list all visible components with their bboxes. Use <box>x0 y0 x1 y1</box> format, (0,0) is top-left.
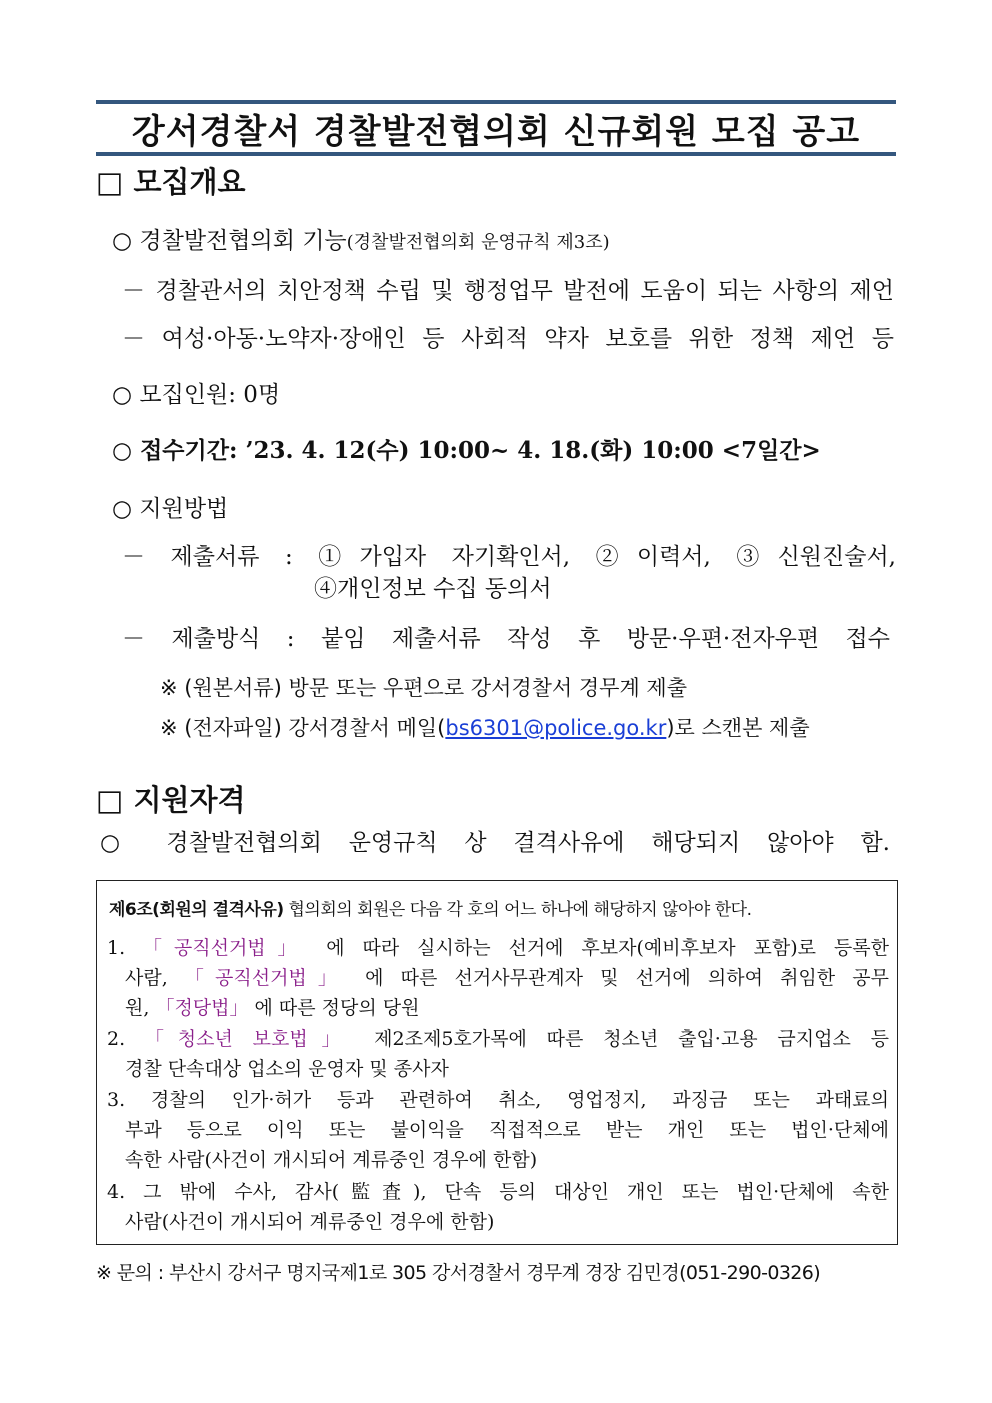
article-item-3-line-3: 속한 사람(사건이 개시되어 계류중인 경우에 한함) <box>125 1149 538 1171</box>
recruit-count: ○ 모집인원: 0명 <box>112 382 281 408</box>
title-banner <box>96 100 896 156</box>
article-item-2-line-1 <box>107 1024 889 1051</box>
law-name: 「정당법」 <box>155 997 249 1019</box>
function-item-2: － 여성·아동·노약자·장애인 등 사회적 약자 보호를 위한 정책 제언 등 <box>122 326 894 352</box>
application-method: ○ 지원방법 <box>112 496 229 522</box>
qualification-statement: ○ 경찰발전협의회 운영규칙 상 결격사유에 해당되지 않아야 함. <box>100 830 890 856</box>
section-heading-overview: □ 모집개요 <box>96 165 246 199</box>
function-bullet <box>112 222 610 255</box>
page-title: 강서경찰서 경찰발전협의회 신규회원 모집 공고 <box>131 111 861 152</box>
item-text: 에 따른 선거사무관계자 및 선거에 의하여 취임한 공무 <box>348 967 889 989</box>
article-item-2-line-2: 경찰 단속대상 업소의 운영자 및 종사자 <box>125 1058 449 1080</box>
article-item-1-line-1 <box>107 933 889 960</box>
function-reference: (경찰발전협의회 운영규칙 제3조) <box>346 232 610 253</box>
function-item-1: － 경찰관서의 치안정책 수립 및 행정업무 발전에 도움이 되는 사항의 제언 <box>122 278 894 304</box>
email-link[interactable]: bs6301@police.go.kr <box>445 716 667 740</box>
item-number: 2. <box>107 1028 145 1050</box>
article-item-1-line-2 <box>125 963 889 990</box>
item-text: 원, <box>125 997 156 1019</box>
submit-method: － 제출방식 : 붙임 제출서류 작성 후 방문·우편·전자우편 접수 <box>122 626 890 652</box>
note-electronic-prefix: ※ (전자파일) 강서경찰서 메일( <box>160 716 446 740</box>
documents-line-1: － 제출서류 : ①가입자 자기확인서, ②이력서, ③신원진술서, <box>122 544 896 570</box>
article-intro: 협의회의 회원은 다음 각 호의 어느 하나에 해당하지 않아야 한다. <box>283 900 752 920</box>
documents-line-2: ④개인정보 수집 동의서 <box>314 576 552 602</box>
note-original-documents: ※ (원본서류) 방문 또는 우편으로 강서경찰서 경무계 제출 <box>160 676 687 700</box>
function-bullet-text: ○ 경찰발전협의회 기능 <box>112 228 347 254</box>
article-item-3-line-2: 부과 등으로 이익 또는 불이익을 직접적으로 받는 개인 또는 법인·단체에 <box>125 1119 889 1141</box>
item-text: 에 따른 정당의 당원 <box>248 997 420 1019</box>
note-electronic-suffix: )로 스캔본 제출 <box>666 716 810 740</box>
law-name: 「공직선거법」 <box>184 967 349 989</box>
article-item-3-line-1: 3. 경찰의 인가·허가 등과 관련하여 취소, 영업정지, 과징금 또는 과태료의 <box>107 1089 889 1111</box>
item-number: 1. <box>107 937 144 959</box>
section-heading-qualification: □ 지원자격 <box>96 783 246 817</box>
article-title: 제6조(회원의 결격사유) <box>109 900 284 920</box>
article-header <box>109 895 885 920</box>
law-name: 「청소년 보호법」 <box>144 1028 355 1050</box>
article-box <box>96 880 898 1245</box>
contact-footer: ※ 문의 : 부산시 강서구 명지국제1로 305 강서경찰서 경무계 경장 김민경(051-290-0326) <box>96 1262 821 1284</box>
item-text: 사람, <box>125 967 185 989</box>
application-period: ○ 접수기간: ’23. 4. 12(수) 10:00~ 4. 18.(화) 10:00 <7일간> <box>112 437 821 464</box>
item-text: 제2조제5호가목에 따른 청소년 출입·고용 금지업소 등 <box>354 1028 889 1050</box>
article-item-4-line-2: 사람(사건이 개시되어 계류중인 경우에 한함) <box>125 1211 495 1233</box>
law-name: 「공직선거법」 <box>143 937 309 959</box>
note-electronic-files <box>160 712 810 742</box>
item-text: 에 따라 실시하는 선거에 후보자(예비후보자 포함)로 등록한 <box>308 937 889 959</box>
article-item-1-line-3 <box>125 993 420 1020</box>
article-item-4-line-1: 4. 그 밖에 수사, 감사(監査), 단속 등의 대상인 개인 또는 법인·단체에 속한 <box>107 1181 889 1203</box>
